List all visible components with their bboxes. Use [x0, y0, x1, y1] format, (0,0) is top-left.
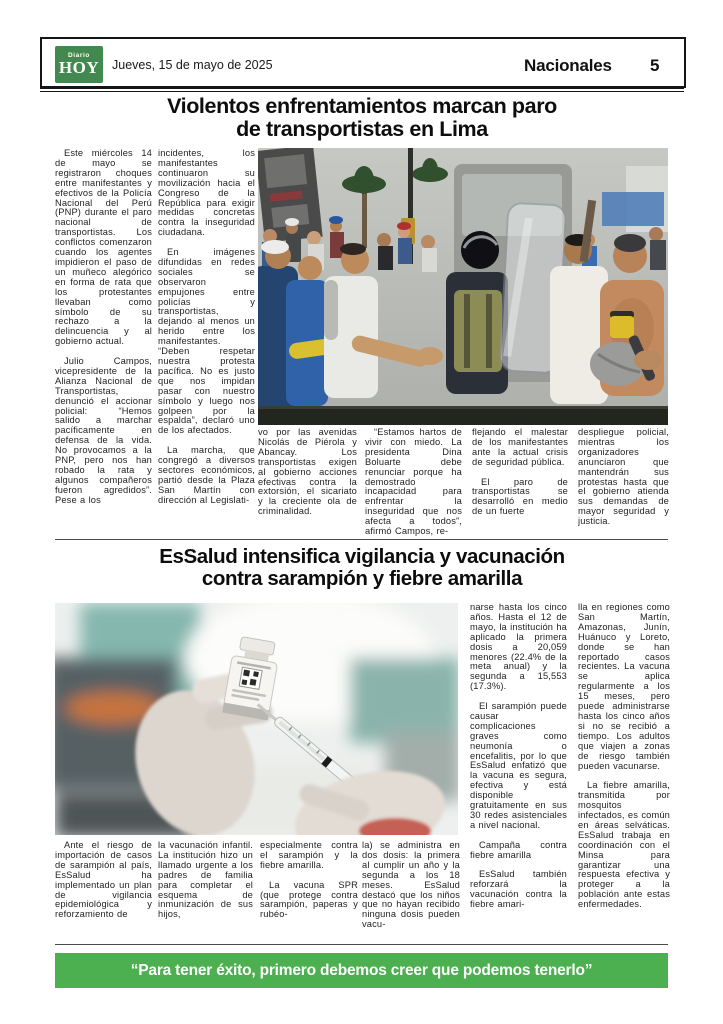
article2-column-5: narse hasta los cinco años. Hasta el 12 de mayo, la institución ha aplicado la primera dosis a 20,059 menores (22.4% de la meta anual) y la segunda a 15,553 (17.3%). El sarampión puede causar complicaciones graves como neumonía o encefalitis, por lo que EsSalud enfatizó que la vacuna es segura, efectiva y está disponible gratuitamente en sus 30 redes asistenciales a nivel nacional. Campaña contra fiebre amarilla EsSalud también reforzará la vacunación contra la fiebre amari-	[470, 603, 567, 910]
article2-column-3: especialmente contra el sarampión y la fiebre amarilla. La vacuna SPR (que protege contra sarampión, paperas y rubéo-	[260, 841, 358, 920]
page-number: 5	[650, 56, 660, 75]
vaccination-photo-illustration	[55, 603, 458, 835]
vaccination-photo	[55, 603, 458, 835]
article2-headline-line1: EsSalud intensifica vigilancia y vacunación	[159, 545, 565, 568]
section-label: Nacionales	[524, 56, 612, 75]
masthead-title: HOY	[58, 58, 100, 77]
masthead-tagline: Diario	[67, 52, 91, 59]
article1-column-1: Este miércoles 14 de mayo se registraron choques entre manifestantes y efectivos de la Policía Nacional del Perú (PNP) durante el paro nacional de transportistas. Los conflictos comenzaron cuando los agentes impidieron el paso de un muñeco alegórico en forma de rata que los protestantes llevaban como símbolo de su rechazo a la delincuencia y al gobierno actual. Julio Campos, vicepresidente de la Alianza Nacional de Transportistas, denunció el accionar policial: “Hemos salido a marchar pacíficamente en defensa de la vida. No provocamos a la PNP, pero nos han robado la rata y algunos compañeros fueron agredidos”. Pese a los	[55, 149, 152, 505]
article1-column-5: flejando el malestar de los manifestantes ante la actual crisis de seguridad pública. El paro de transportistas se desarrolló en medio de un fuerte	[472, 428, 568, 517]
article1-headline-line2: de transportistas en Lima	[236, 117, 488, 141]
article-divider-2	[55, 944, 668, 945]
protest-photo	[258, 148, 668, 425]
quote-text: “Para tener éxito, primero debemos creer que podemos tenerlo”	[130, 961, 593, 979]
article2-headline-line2: contra sarampión y fiebre amarilla	[201, 567, 523, 590]
article1-column-6: despliegue policial, mientras los organizadores anunciaron que mantendrán sus protestas hasta que el gobierno atienda sus demandas de mayor seguridad y justicia.	[578, 428, 669, 527]
hoy-logo	[55, 46, 103, 83]
article2-column-2: la vacunación infantil. La institución hizo un llamado urgente a los padres de familia para completar el esquema de inmunización de sus hijos,	[158, 841, 253, 920]
article1-headline-line1: Violentos enfrentamientos marcan paro	[167, 94, 557, 118]
article1-headline	[40, 95, 684, 141]
header-rule-thick	[40, 86, 684, 89]
article1-column-3: vo por las avenidas Nicolás de Piérola y Abancay. Los transportistas exigen al gobierno acciones efectivas contra la extorsión, el sicariato y la creciente ola de criminalidad.	[258, 428, 357, 517]
article2-headline	[40, 546, 684, 590]
article2-column-4: la) se administra en dos dosis: la primera al cumplir un año y la segunda a los 18 meses. EsSalud destacó que los niños que no hayan recibido ninguna dosis pueden vacu-	[362, 841, 460, 930]
protest-photo-illustration	[258, 148, 668, 425]
issue-date: Jueves, 15 de mayo de 2025	[112, 58, 273, 72]
article2-column-1: Ante el riesgo de importación de casos de sarampión al país, EsSalud ha implementado un plan de vigilancia epidemiológica y reforzamiento de	[55, 841, 152, 920]
article-divider-1	[55, 539, 668, 540]
header-rule-thin	[40, 91, 684, 92]
article2-body	[40, 598, 684, 943]
article1-body	[40, 143, 684, 539]
article1-column-4: “Estamos hartos de vivir con miedo. La presidenta Dina Boluarte debe renunciar porque ha demostrado incapacidad para enfrentar la inseguridad que nos afecta a todos”, afirmó Campos, re-	[365, 428, 462, 536]
quote-banner	[55, 953, 668, 988]
article2-column-6: lla en regiones como San Martín, Amazonas, Junín, Huánuco y Loreto, donde se han reportado casos recientes. La vacuna se aplica regularmente a los 15 meses, pero puede administrarse hasta los cinco años si no se recibió a tiempo. Los adultos que viajen a zonas de riesgo también pueden vacunarse. La fiebre amarilla, transmitida por mosquitos infectados, es común en áreas selváticas. EsSalud trabaja en coordinación con el Minsa para garantizar una respuesta efectiva y proteger a la población ante estas enfermedades.	[578, 603, 670, 910]
article1-column-2: incidentes, los manifestantes continuaron su movilización hacia el Congreso de la República para exigir medidas concretas contra la inseguridad ciudadana. En imágenes difundidas en redes sociales se observaron empujones entre policías y transportistas, dejando al menos un herido entre los manifestantes. “Deben respetar nuestra protesta pacífica. No es justo que nos impidan pasar con nuestro símbolo y luego nos golpeen por la espalda”, declaró uno de los afectados. La marcha, que congregó a diversos sectores económicos, partió desde la Plaza San Martín con dirección al Legislati-	[158, 149, 255, 505]
